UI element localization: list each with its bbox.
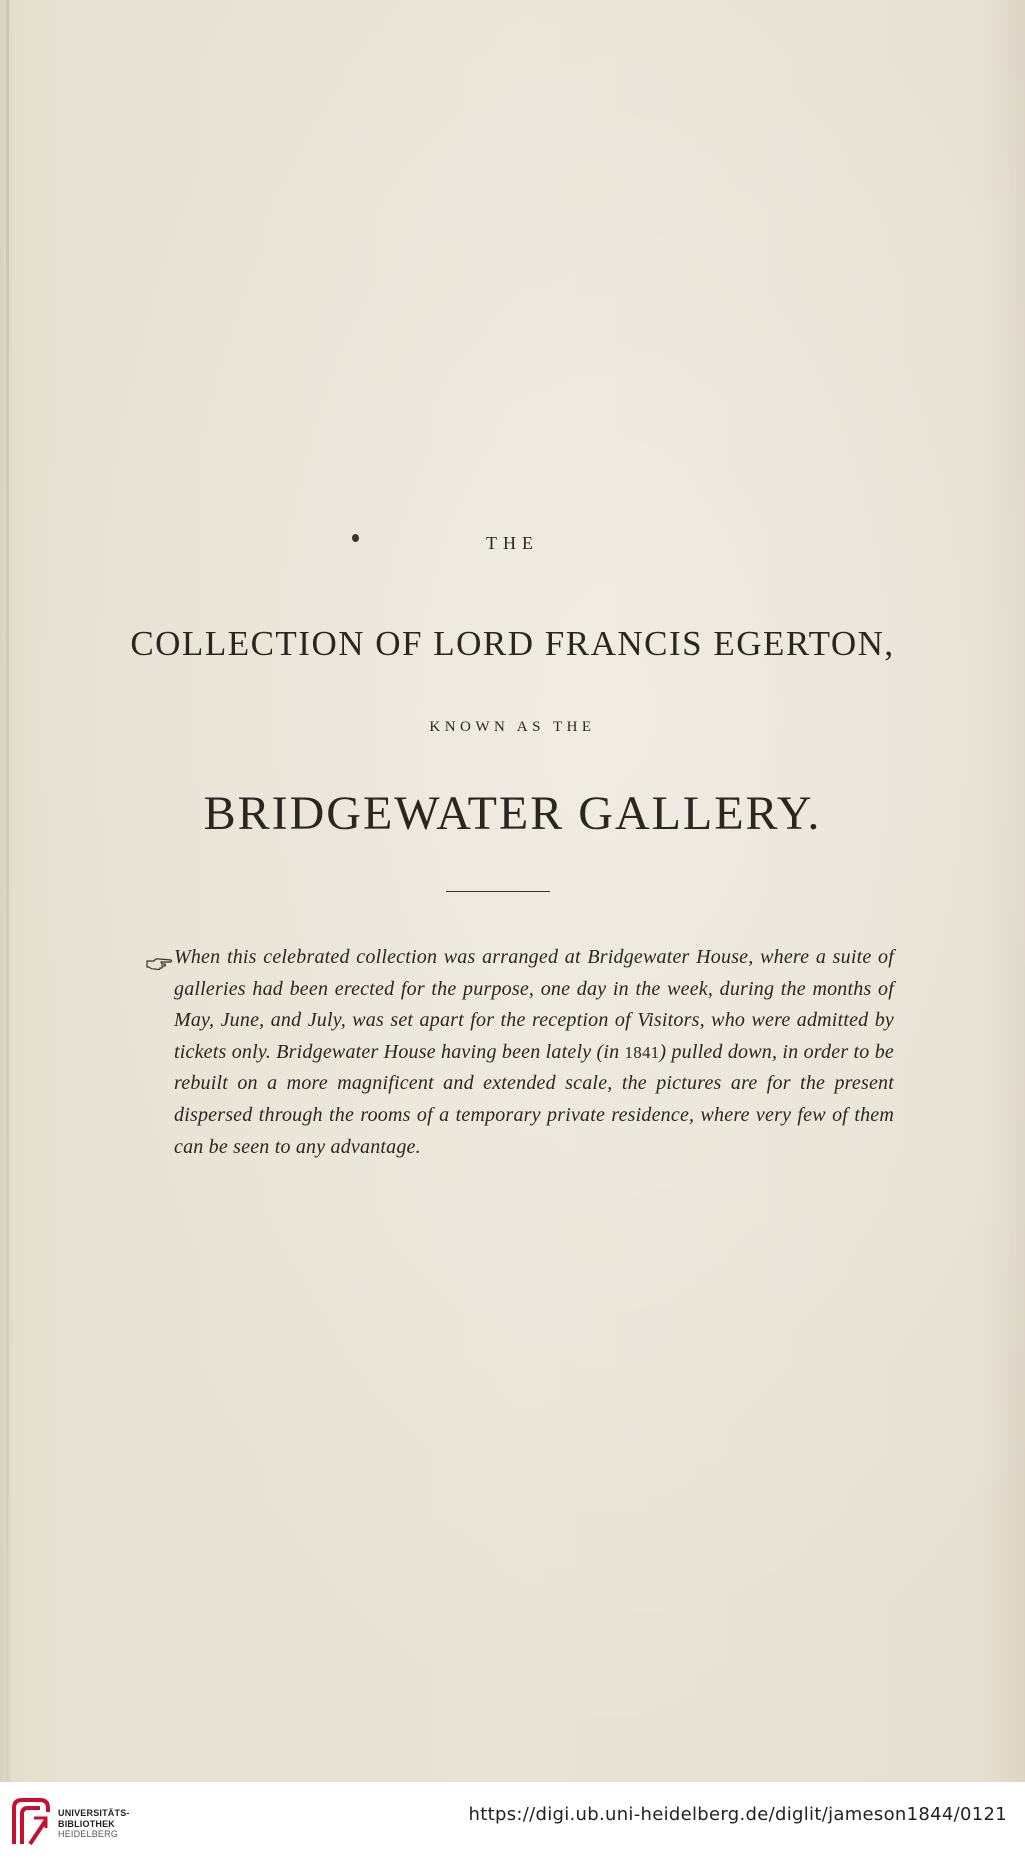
pointing-hand-icon: [145, 956, 173, 972]
library-logo-icon: [10, 1794, 52, 1848]
logo-line-2: BIBLIOTHEK: [58, 1818, 115, 1829]
footer-bar: [0, 1782, 1025, 1859]
note-text-part-2: ) pulled down, in order to be rebuilt on a more magnificent and extended scale, the pictures are for the present dispersed through the rooms of a temporary private residence, where very few of them can be seen to any advantage.: [174, 1040, 894, 1158]
known-as-line: KNOWN AS THE: [429, 719, 596, 735]
logo-line-3: HEIDELBERG: [58, 1829, 119, 1839]
title-the: THE: [486, 533, 539, 553]
permalink-url[interactable]: https://digi.ub.uni-heidelberg.de/diglit/jameson1844/0121: [468, 1804, 1007, 1825]
logo-line-1: UNIVERSITÄTS-: [58, 1808, 130, 1818]
gallery-title: BRIDGEWATER GALLERY.: [203, 787, 822, 840]
divider-rule: [446, 891, 550, 892]
note-year: 1841: [624, 1042, 660, 1062]
library-logo-text: [58, 1808, 130, 1840]
visitor-note: [174, 942, 894, 1163]
collection-title: COLLECTION OF LORD FRANCIS EGERTON,: [130, 624, 895, 663]
note-text-part-1: When this celebrated collection was arranged at Bridgewater House, where a suite of galleries had been erected for the purpose, one day in the week, during the months of May, June, and July, was set apart for the reception of Visitors, who were admitted by tickets only. Bridgewater House having been lately (in: [174, 946, 894, 1063]
